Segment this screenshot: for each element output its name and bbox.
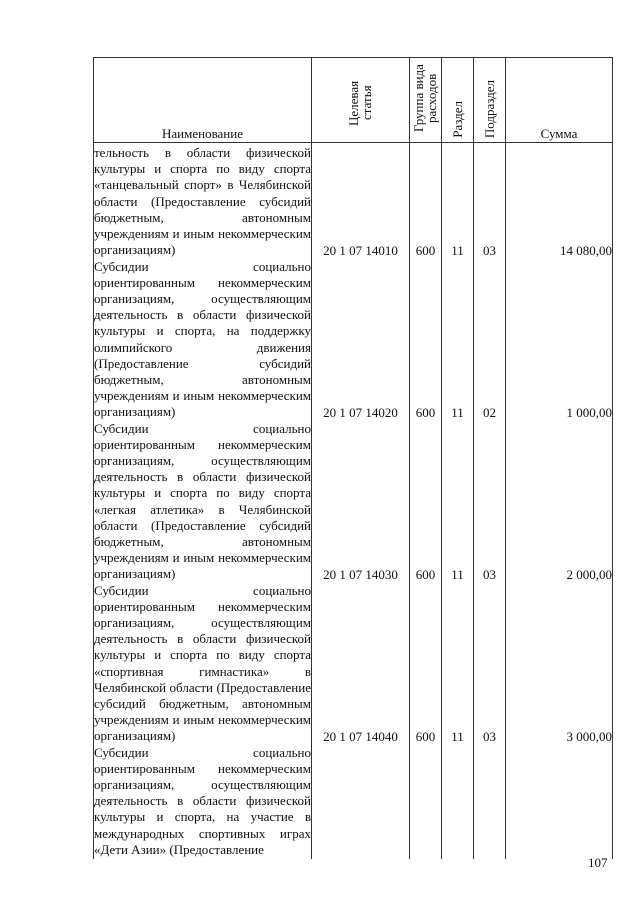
row-group: 600	[410, 259, 442, 421]
row-sum: 3 000,00	[506, 583, 613, 745]
header-name: Наименование	[94, 58, 312, 143]
table-row	[94, 745, 613, 859]
row-sum	[506, 745, 613, 859]
table-row	[94, 421, 613, 583]
header-group: Группа вида расходов	[410, 58, 442, 143]
row-section: 11	[442, 583, 474, 745]
row-subsection: 03	[474, 583, 506, 745]
row-group: 600	[410, 421, 442, 583]
row-subsection	[474, 745, 506, 859]
row-subsection: 02	[474, 259, 506, 421]
row-section: 11	[442, 421, 474, 583]
row-subsection: 03	[474, 421, 506, 583]
budget-table	[93, 57, 613, 859]
header-sum: Сумма	[506, 58, 613, 143]
table-header-row	[94, 58, 613, 143]
row-name: Субсидии социально ориентированным некоммерческим организациям, осуществляющим деятельность в области физической культуры и спорта, на участие в международных спортивных играх «Дети Азии» (Предоставление	[94, 744, 311, 857]
row-section: 11	[442, 259, 474, 421]
table-row	[94, 583, 613, 745]
header-target: Целевая статья	[312, 58, 410, 143]
row-sum: 1 000,00	[506, 259, 613, 421]
table-row	[94, 143, 613, 259]
row-subsection: 03	[474, 143, 506, 259]
table-row	[94, 259, 613, 421]
row-name: тельность в области физической культуры и спорта по виду спорта «танцевальный спорт» в Челябинской области (Предоставление субсидий бюджетным, автономным учреждениям и иным некоммерческим организациям)	[94, 143, 312, 259]
row-target: 20 1 07 14010	[312, 143, 410, 259]
row-name: Субсидии социально ориентированным некоммерческим организациям, осуществляющим деятельность в области физической культуры и спорта, на поддержку олимпийского движения (Предоставление субсидий бюджетным, автономным учреждениям и иным некоммерческим организациям)	[94, 258, 311, 420]
row-target: 20 1 07 14020	[312, 259, 410, 421]
row-target: 20 1 07 14030	[312, 421, 410, 583]
header-subsection: Подраздел	[474, 58, 506, 143]
page-number: 107	[588, 855, 608, 870]
row-group: 600	[410, 583, 442, 745]
row-section	[442, 745, 474, 859]
row-sum: 14 080,00	[506, 143, 613, 259]
row-name: Субсидии социально ориентированным некоммерческим организациям, осуществляющим деятельность в области физической культуры и спорта по виду спорта «легкая атлетика» в Челябинской области (Предоставление субсидий бюджетным, автономным учреждениям и иным некоммерческим организациям)	[94, 420, 311, 582]
row-name: Субсидии социально ориентированным некоммерческим организациям, осуществляющим деятельность в области физической культуры и спорта по виду спорта «спортивная гимнастика» в Челябинской области (Предоставление субсидий бюджетным, автономным учреждениям и иным некоммерческим организациям)	[94, 582, 311, 744]
row-section: 11	[442, 143, 474, 259]
row-sum: 2 000,00	[506, 421, 613, 583]
row-group: 600	[410, 143, 442, 259]
header-section: Раздел	[442, 58, 474, 143]
row-target	[312, 745, 410, 859]
row-group	[410, 745, 442, 859]
row-target: 20 1 07 14040	[312, 583, 410, 745]
